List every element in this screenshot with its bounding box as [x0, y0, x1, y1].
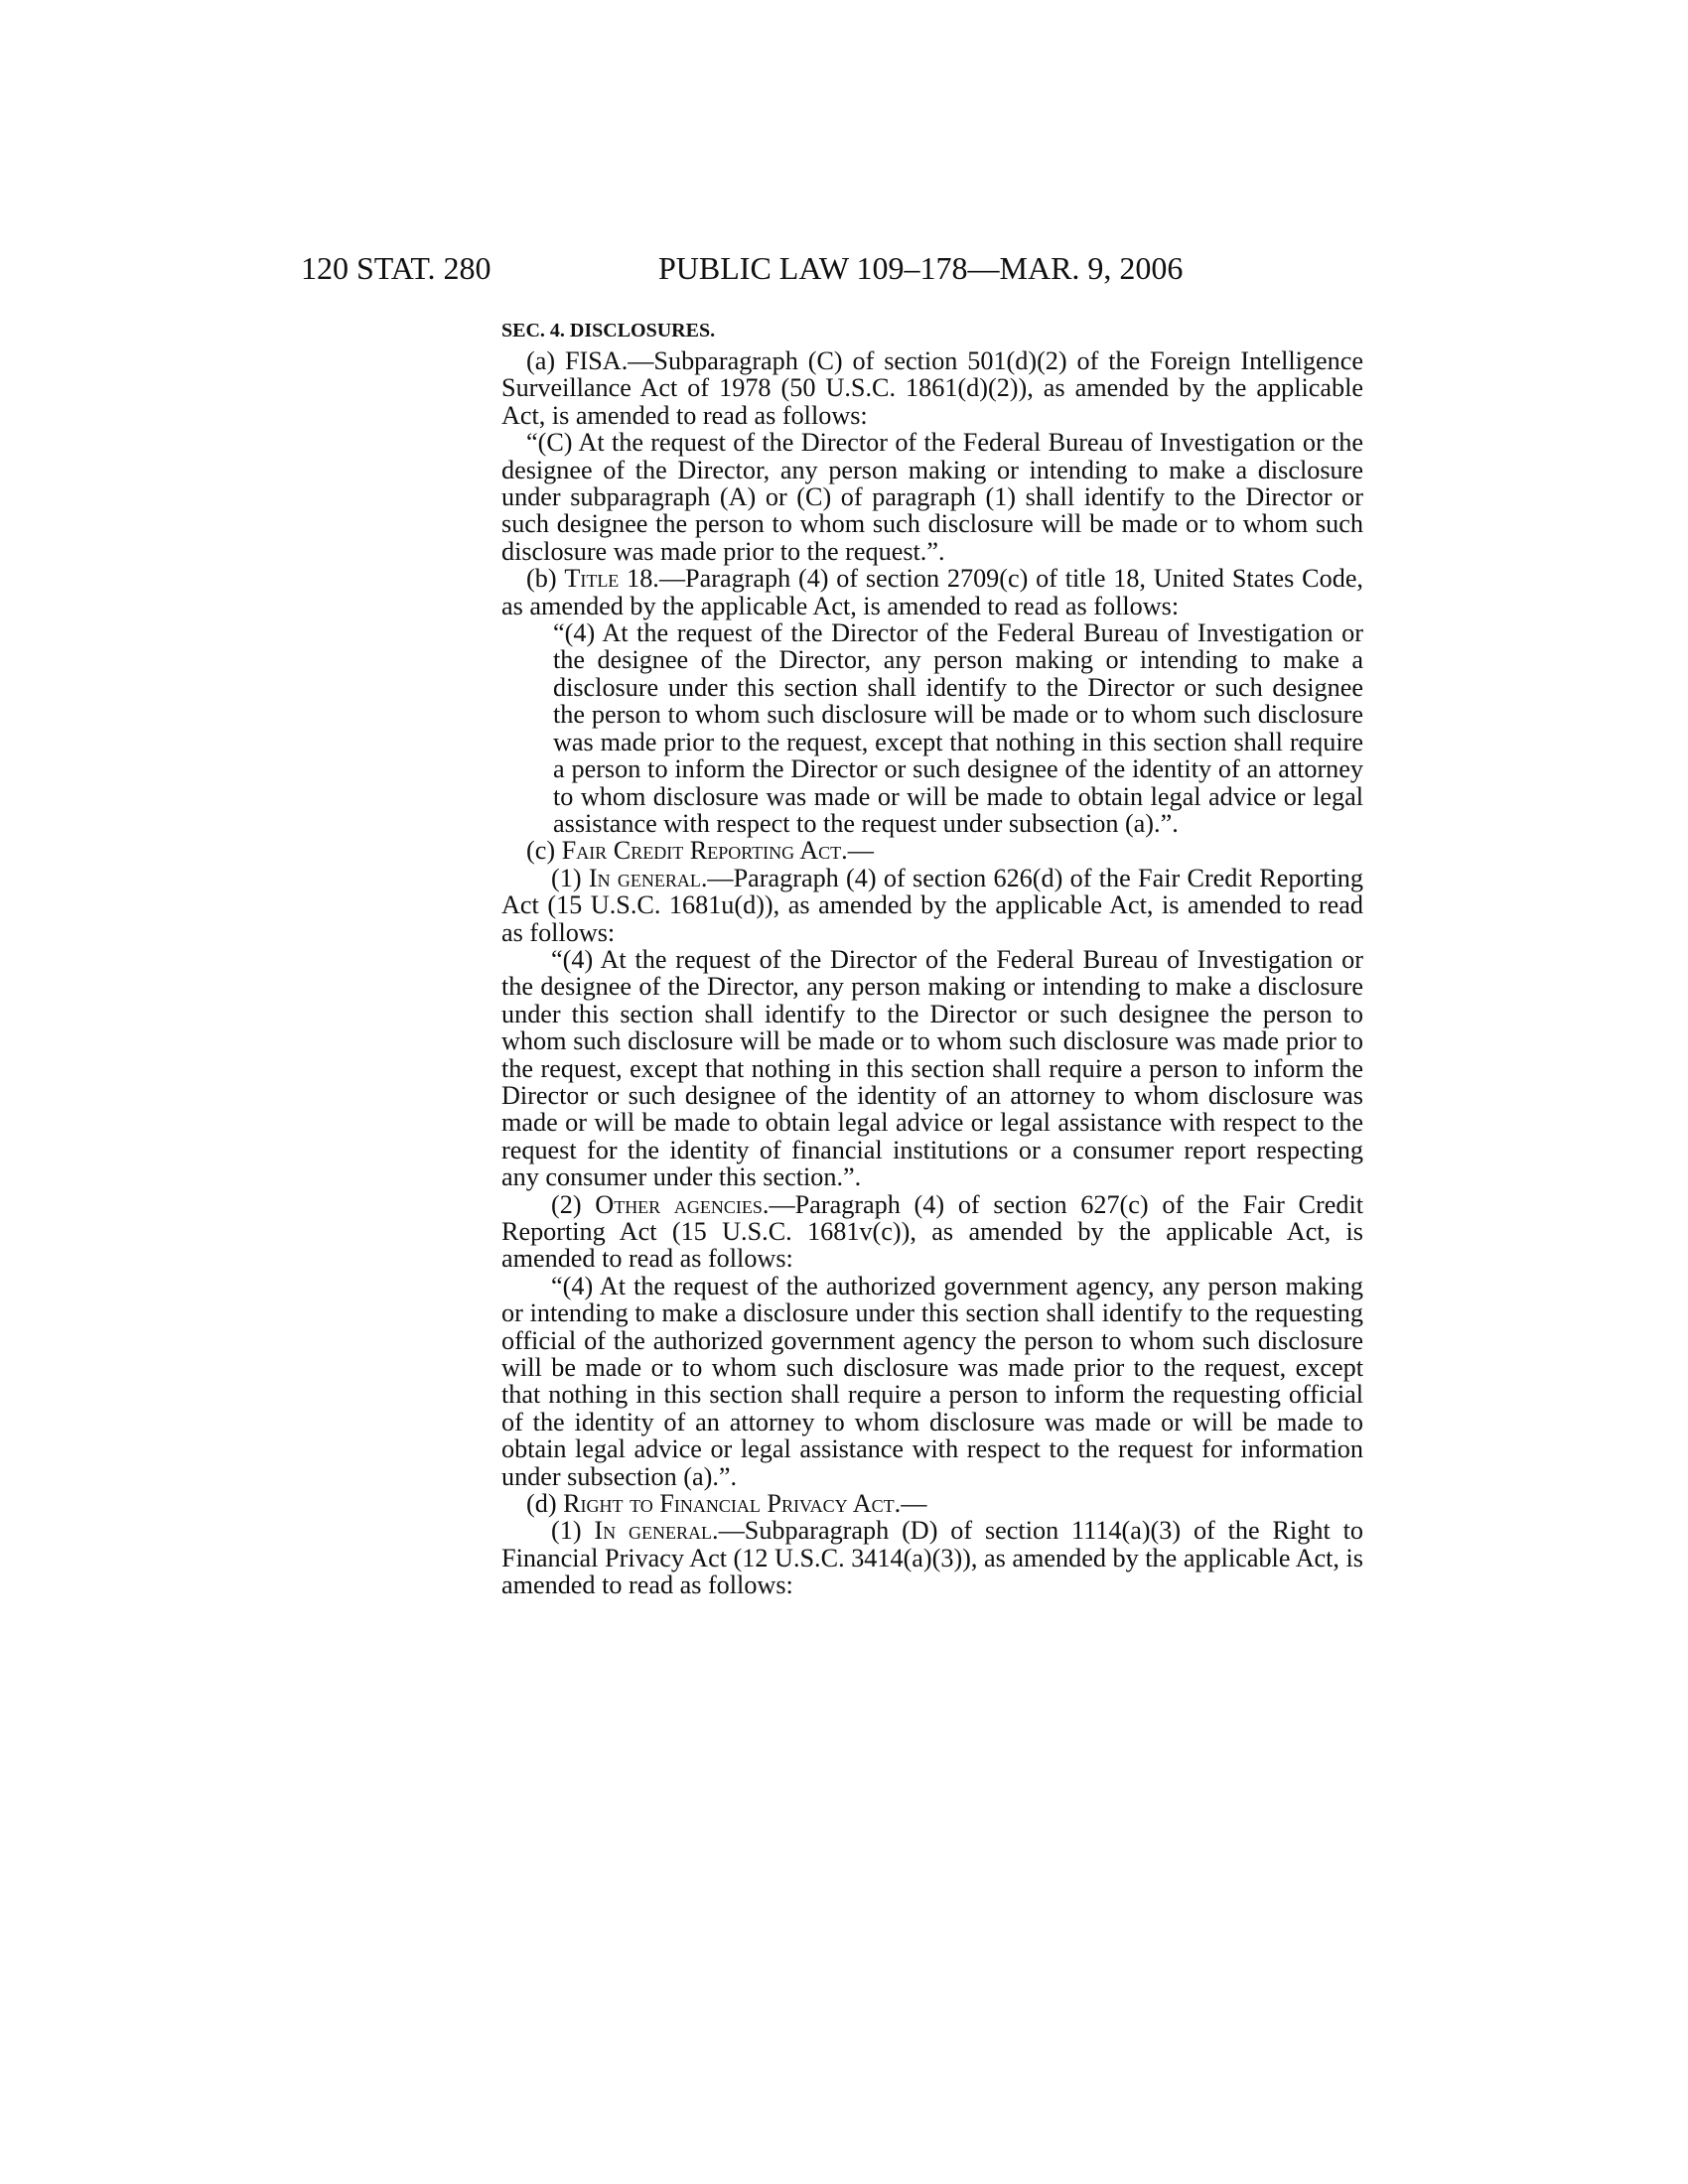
subsection-a: (a) FISA.—Subparagraph (C) of section 501(d)(2) of the Foreign Intelligence Surveillance Act of 1978 (50 U.S.C. 1861(d)(2)), as amended by the applicable Act, is amended to read as follows: — [501, 346, 1363, 430]
subsection-d — [501, 1490, 1363, 1517]
paragraph-d1-text: .—Subparagraph (D) of section 1114(a)(3) of the Right to Financial Privacy Act (12 U.S.C. 3414(a)(3)), as amended by the applicable Act, is amended to read as follows: — [501, 1516, 1363, 1600]
paragraph-c2-prefix: (2) — [551, 1189, 596, 1219]
paragraph-c1 — [501, 865, 1363, 946]
running-head — [301, 248, 1363, 288]
paragraph-d1-caption: In general — [594, 1516, 713, 1546]
subsection-c-suffix: .— — [841, 836, 874, 866]
paragraph-c2 — [501, 1191, 1363, 1273]
paragraph-c1-caption: In general — [588, 863, 701, 892]
subsection-a-quote: “(C) At the request of the Director of the Federal Bureau of Investigation or the designee of the Director, any person making or intending to make a disclosure under subparagraph (A) or (C) of paragraph (1) shall identify to the Director or such designee the person to whom such disclosure will be made or to whom such disclosure was made prior to the request.”. — [501, 428, 1363, 566]
subsection-d-caption: Right to Financial Privacy Act — [563, 1489, 895, 1519]
subsection-d-prefix: (d) — [526, 1489, 564, 1519]
subsection-d-suffix: .— — [894, 1489, 927, 1519]
paragraph-d1 — [501, 1517, 1363, 1598]
subsection-c — [501, 837, 1363, 864]
subsection-b-quote: “(4) At the request of the Director of the Federal Bureau of Investigation or the designee of the Director, any person making or intending to make a disclosure under this section shall identify to the Director or such designee the person to whom such disclosure will be made or to whom such disclosure was made prior to the request, except that nothing in this section shall require a person to inform the Director or such designee of the identity of an attorney to whom disclosure was made or will be made to obtain legal advice or legal assistance with respect to the request under subsection (a).”. — [553, 618, 1363, 838]
subsection-b-prefix: (b) — [526, 564, 565, 594]
section-heading: SEC. 4. DISCLOSURES. — [501, 320, 716, 341]
statute-body — [501, 318, 1363, 1599]
subsection-c-prefix: (c) — [526, 836, 562, 866]
paragraph-c1-prefix: (1) — [551, 863, 589, 892]
subsection-c-caption: Fair Credit Reporting Act — [561, 836, 842, 866]
paragraph-c2-caption: Other agencies — [595, 1189, 763, 1219]
subsection-b-caption: Title 18 — [564, 564, 653, 594]
paragraph-c2-quote: “(4) At the request of the authorized government agency, any person making or intending to make a disclosure under this section shall identify to the requesting official of the authorized government agency the person to whom such disclosure will be made or to whom such disclosure was made prior to the request, except that nothing in this section shall require a person to inform the requesting official of the identity of an attorney to whom disclosure was made or will be made to obtain legal advice or legal assistance with respect to the request for information under subsection (a).”. — [501, 1271, 1363, 1491]
subsection-b — [501, 565, 1363, 619]
subsection-b-text: .—Paragraph (4) of section 2709(c) of title 18, United States Code, as amended by the applicable Act, is amended to read as follows: — [501, 564, 1363, 620]
paragraph-c2-text: .—Paragraph (4) of section 627(c) of the Fair Credit Reporting Act (15 U.S.C. 1681v(c)), as amended by the applicable Act, is amended to read as follows: — [501, 1189, 1363, 1274]
paragraph-c1-quote: “(4) At the request of the Director of the Federal Bureau of Investigation or the designee of the Director, any person making or intending to make a disclosure under this section shall identify to the Director or such designee the person to whom such disclosure will be made or to whom such disclosure was made prior to the request, except that nothing in this section shall require a person to inform the Director or such designee of the identity of an attorney to whom disclosure was made or will be made to obtain legal advice or legal assistance with respect to the request for the identity of financial institutions or a consumer report respecting any consumer under this section.”. — [501, 944, 1363, 1192]
law-citation: PUBLIC LAW 109–178—MAR. 9, 2006 — [658, 250, 1184, 286]
stat-page-number: 120 STAT. 280 — [301, 250, 492, 286]
paragraph-c1-text: .—Paragraph (4) of section 626(d) of the Fair Credit Reporting Act (15 U.S.C. 1681u(d)), as amended by the applicable Act, is amended to read as follows: — [501, 863, 1363, 947]
paragraph-d1-prefix: (1) — [551, 1516, 595, 1546]
